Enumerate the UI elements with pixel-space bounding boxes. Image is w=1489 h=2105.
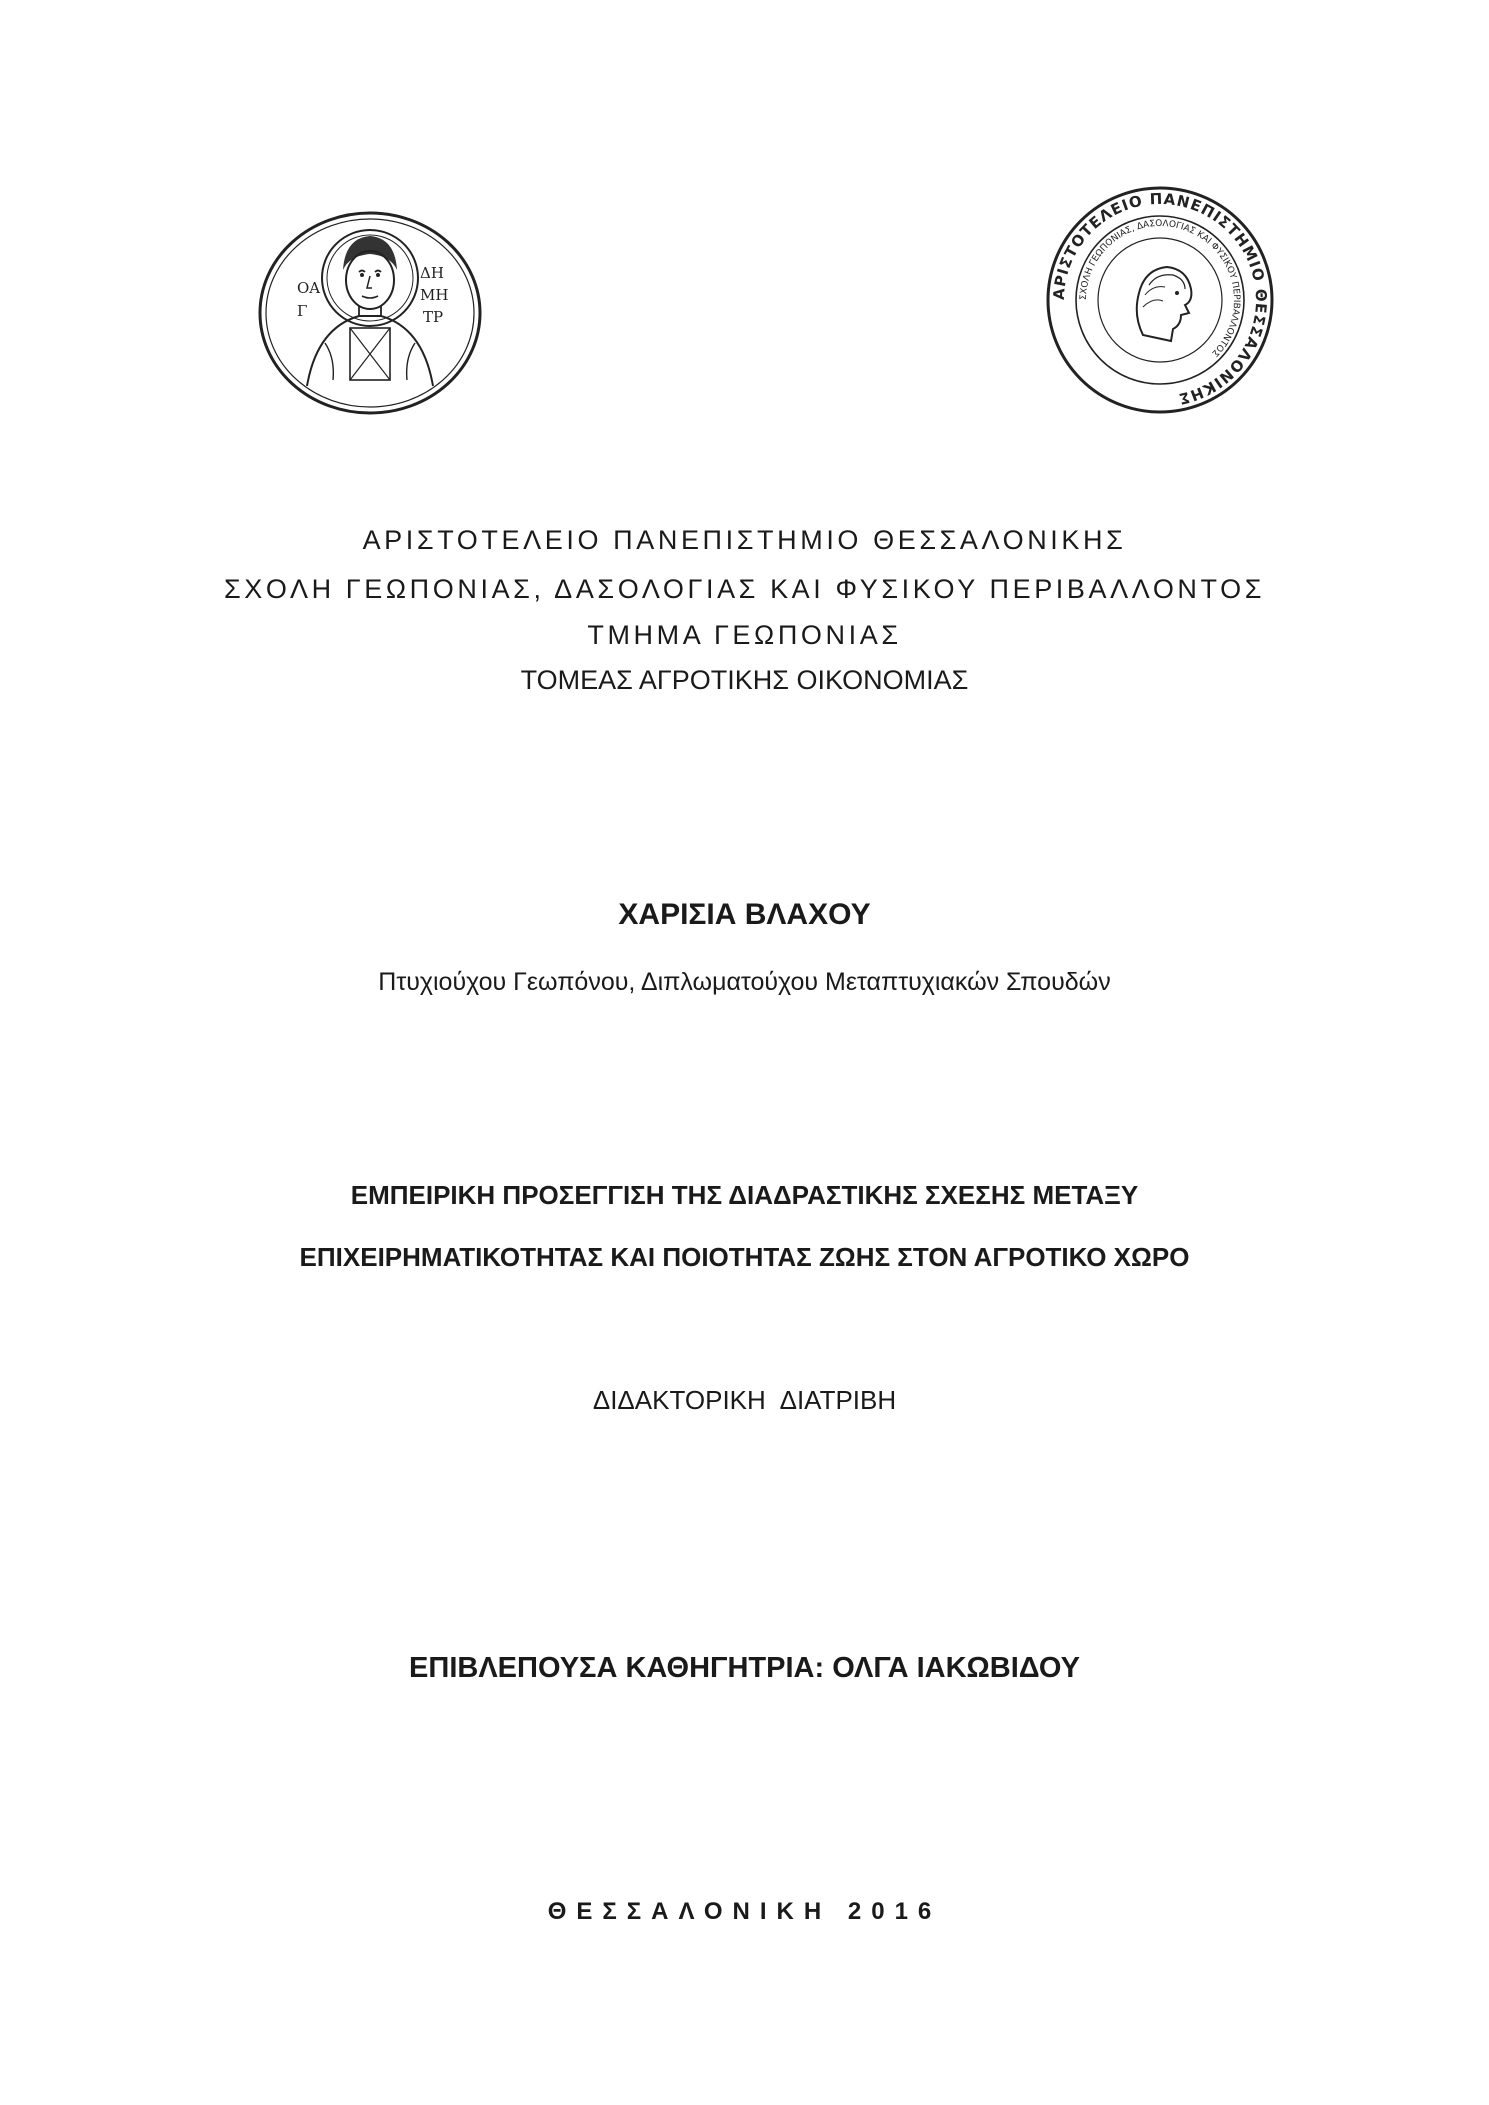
svg-text:ΜΗ: ΜΗ [420,286,449,304]
faculty-seal-icon [1045,185,1275,415]
author-credentials: Πτυχιούχου Γεωπόνου, Διπλωματούχου Μεταπτυχιακών Σπουδών [378,968,1111,996]
thesis-title-line-2: ΕΠΙΧΕΙΡΗΜΑΤΙΚΟΤΗΤΑΣ ΚΑΙ ΠΟΙΟΤΗΤΑΣ ΖΩΗΣ ΣΤΟΝ ΑΓΡΟΤΙΚΟ ΧΩΡΟ [299,1242,1190,1272]
svg-text:ΣΧΟΛΗ ΓΕΩΠΟΝΙΑΣ, ΔΑΣΟΛΟΓΙΑΣ ΚΑ [1079,219,1241,358]
seal-ring-inner-text: ΣΧΟΛΗ ΓΕΩΠΟΝΙΑΣ, ΔΑΣΟΛΟΓΙΑΣ ΚΑΙ ΦΥΣΙΚΟΥ ΠΕΡΙΒΑΛΛΟΝΤΟΣ [1078,218,1242,359]
division-name: ΤΟΜΕΑΣ ΑΓΡΟΤΙΚΗΣ ΟΙΚΟΝΟΜΙΑΣ [520,665,969,695]
svg-text:ΔΗ: ΔΗ [420,264,444,282]
university-seal-icon [255,208,485,418]
author-name: ΧΑΡΙΣΙΑ ΒΛΑΧΟΥ [618,898,871,931]
department-name: ΤΜΗΜΑ ΓΕΩΠΟΝΙΑΣ [587,620,902,650]
seal-ring-outer-text: ΑΡΙΣΤΟΤΕΛΕΙΟ ΠΑΝΕΠΙΣΤΗΜΙΟ ΘΕΣΣΑΛΟΝΙΚΗΣ [1049,189,1271,409]
university-name: ΑΡΙΣΤΟΤΕΛΕΙΟ ΠΑΝΕΠΙΣΤΗΜΙΟ ΘΕΣΣΑΛΟΝΙΚΗΣ [362,525,1127,555]
svg-text:ΤΡ: ΤΡ [423,308,444,326]
city-year: ΘΕΣΣΑΛΟΝΙΚΗ 2016 [547,1898,942,1925]
svg-text:ΟΑ: ΟΑ [297,279,321,297]
school-name: ΣΧΟΛΗ ΓΕΩΠΟΝΙΑΣ, ΔΑΣΟΛΟΓΙΑΣ ΚΑΙ ΦΥΣΙΚΟΥ ΠΕΡΙΒΑΛΛΟΝΤΟΣ [223,574,1266,604]
supervisor: ΕΠΙΒΛΕΠΟΥΣΑ ΚΑΘΗΓΗΤΡΙΑ: ΟΛΓΑ ΙΑΚΩΒΙΔΟΥ [409,1652,1080,1684]
thesis-type: ΔΙΔΑΚΤΟΡΙΚΗ ΔΙΑΤΡΙΒΗ [592,1385,897,1415]
thesis-title-line-1: ΕΜΠΕΙΡΙΚΗ ΠΡΟΣΕΓΓΙΣΗ ΤΗΣ ΔΙΑΔΡΑΣΤΙΚΗΣ ΣΧΕΣΗΣ ΜΕΤΑΞΥ [350,1180,1139,1210]
svg-text:Γ: Γ [297,302,308,320]
